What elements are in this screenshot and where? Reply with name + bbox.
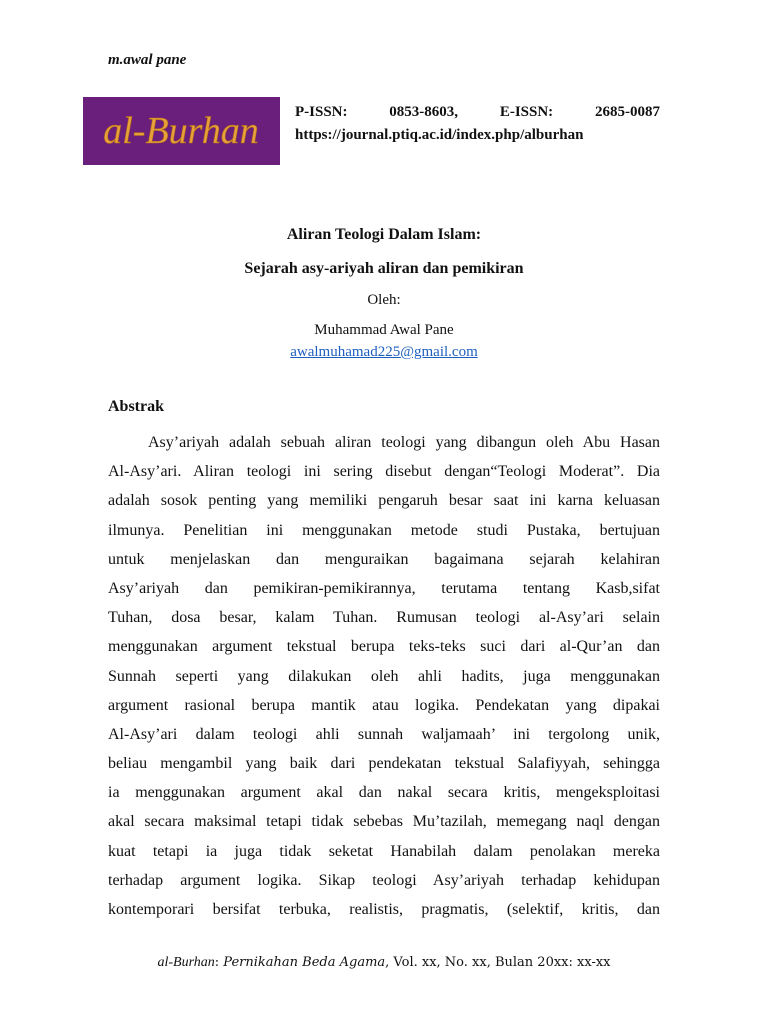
abstract-line: Asy’ariyah dan pemikiran-pemikirannya, terutama tentang Kasb,sifat (108, 579, 660, 597)
issn-block (295, 101, 660, 147)
by-label: Oleh: (367, 292, 401, 308)
abstract-line: ia menggunakan argument akal dan nakal secara kritis, mengeksploitasi (108, 784, 660, 802)
abstract-line: argument rasional berupa mantik atau logika. Pendekatan yang dipakai (108, 696, 660, 714)
abstract-line: adalah sosok penting yang memiliki pengaruh besar saat ini karna keluasan (108, 492, 660, 510)
abstract-line: beliau mengambil yang baik dari pendekatan tekstual Salafiyyah, sehingga (108, 755, 660, 773)
abstract-line: Al-Asy’ari dalam teologi ahli sunnah waljamaah’ ini tergolong unik, (108, 725, 660, 743)
abstract-line: ilmunya. Penelitian ini menggunakan metode studi Pustaka, bertujuan (108, 521, 660, 539)
author-email-wrapper (0, 344, 768, 361)
abstract-line: Tuhan, dosa besar, kalam Tuhan. Rumusan teologi al-Asy’ari selain (108, 609, 660, 627)
running-header-author: m.awal pane (108, 52, 187, 68)
issn-line (295, 101, 660, 124)
abstract-line: untuk menjelaskan dan menguraikan bagaimana sejarah kelahiran (108, 550, 660, 568)
abstract-line: terhadap argument logika. Sikap teologi Asy’ariyah terhadap kehidupan (108, 871, 660, 889)
running-footer (0, 955, 768, 971)
e-issn-label: E-ISSN: (499, 104, 554, 120)
journal-logo-wordmark (83, 97, 280, 165)
abstract-line: Asy’ariyah adalah sebuah aliran teologi yang dibangun oleh Abu Hasan (148, 434, 660, 451)
abstract-line: akal secara maksimal tetapi tidak sebebas Mu’tazilah, memegang naql dengan (108, 813, 660, 831)
e-issn-value: 2685-0087 (594, 104, 660, 120)
journal-logo (83, 97, 280, 165)
article-title: Aliran Teologi Dalam Islam: (286, 226, 482, 243)
p-issn-value: 0853-8603, (389, 104, 459, 120)
abstract-body (108, 428, 660, 924)
abstract-line: kuat tetapi ia juga tidak seketat Hanabilah dalam penolakan mereka (108, 842, 660, 860)
abstract-heading: Abstrak (108, 398, 165, 415)
journal-url[interactable]: https://journal.ptiq.ac.id/index.php/alburhan (295, 127, 584, 143)
abstract-line: kontemporari bersifat terbuka, realistis, pragmatis, (selektif, kritis, dan (108, 901, 660, 918)
footer-separator: : (214, 955, 224, 970)
author-name: Muhammad Awal Pane (314, 322, 454, 338)
abstract-line: menggunakan argument tekstual berupa teks-teks suci dari al-Qur’an dan (108, 638, 660, 656)
article-subtitle: Sejarah asy-ariyah aliran dan pemikiran (244, 260, 524, 277)
footer-topic: Pernikahan Beda Agama (223, 955, 386, 970)
abstract-line: Sunnah seperti yang dilakukan oleh ahli hadits, juga menggunakan (108, 667, 660, 685)
author-email-link[interactable]: awalmuhamad225@gmail.com (290, 344, 478, 360)
p-issn-label: P-ISSN: (295, 104, 348, 120)
logo-text: al-Burhan (103, 110, 259, 152)
abstract-line: Al-Asy’ari. Aliran teologi ini sering disebut dengan“Teologi Moderat”. Dia (108, 463, 660, 481)
footer-details: , Vol. xx, No. xx, Bulan 20xx: xx-xx (385, 955, 611, 970)
footer-journal: al-Burhan (157, 955, 215, 970)
